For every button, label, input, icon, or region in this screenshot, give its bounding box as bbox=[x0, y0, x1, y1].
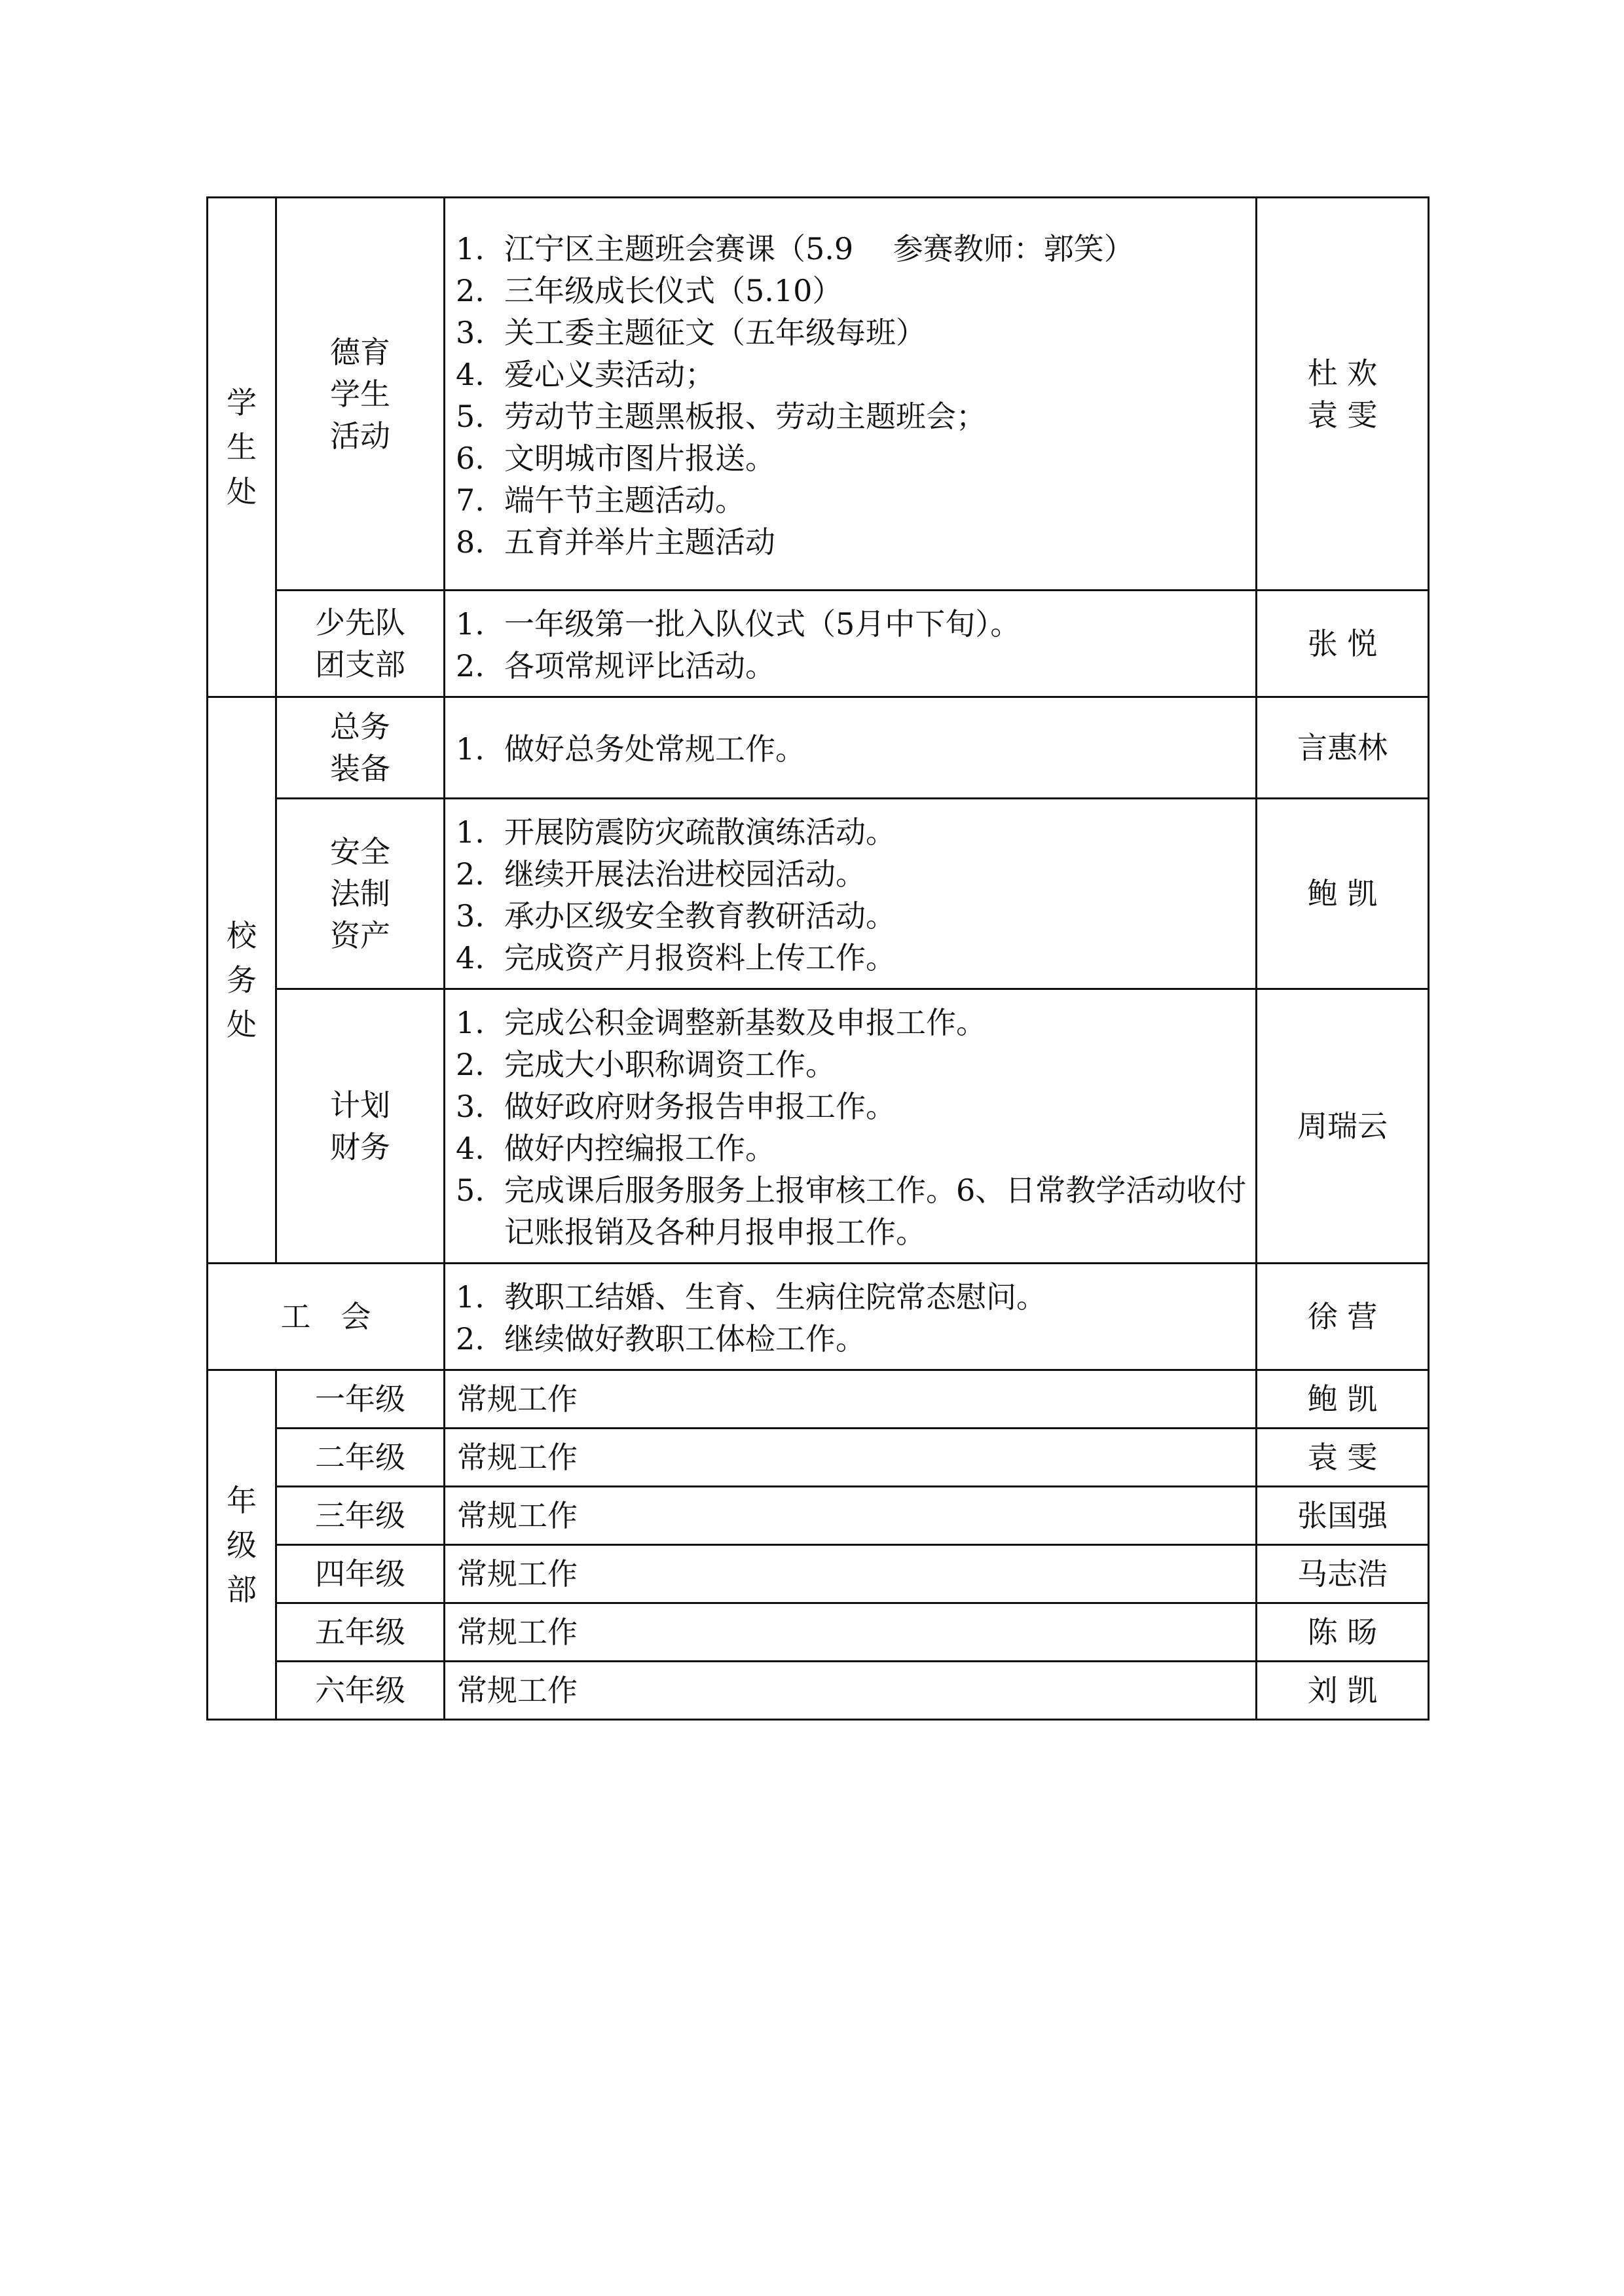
list-item: 1. 做好总务处常规工作。 bbox=[456, 731, 805, 767]
sub-general-affairs: 总务 装备 bbox=[276, 697, 445, 799]
row-general-affairs bbox=[208, 697, 1429, 799]
sub-planning-finance: 计划 财务 bbox=[276, 989, 445, 1264]
list-item: 4. 完成资产月报资料上传工作。 bbox=[456, 940, 896, 975]
owner-cell: 袁 雯 bbox=[1257, 1429, 1429, 1487]
owner-cell: 张 悦 bbox=[1257, 591, 1429, 697]
list-item: 8. 五育并举片主题活动 bbox=[456, 524, 775, 560]
table-row bbox=[208, 1370, 1429, 1429]
dept-school-affairs: 校 务 处 bbox=[208, 697, 276, 1264]
grade-task: 常规工作 bbox=[445, 1487, 1257, 1545]
owner-cell: 周瑞云 bbox=[1257, 989, 1429, 1264]
work-plan-table bbox=[206, 196, 1430, 1721]
sub-moral-education: 德育 学生 活动 bbox=[276, 198, 445, 591]
list-item: 7. 端午节主题活动。 bbox=[456, 482, 745, 518]
list-item: 3. 做好政府财务报告申报工作。 bbox=[456, 1089, 896, 1124]
table-row bbox=[208, 1603, 1429, 1662]
owner-cell: 刘 凯 bbox=[1257, 1662, 1429, 1720]
grade-label: 六年级 bbox=[276, 1662, 445, 1720]
dept-grade-department: 年 级 部 bbox=[208, 1370, 276, 1720]
grade-task: 常规工作 bbox=[445, 1429, 1257, 1487]
list-item: 1. 教职工结婚、生育、生病住院常态慰问。 bbox=[456, 1279, 1046, 1315]
table-row bbox=[208, 1662, 1429, 1720]
owner-cell: 陈 旸 bbox=[1257, 1603, 1429, 1662]
row-young-pioneers bbox=[208, 591, 1429, 697]
sub-safety-legal-assets: 安全 法制 资产 bbox=[276, 799, 445, 989]
list-item: 1. 开展防震防灾疏散演练活动。 bbox=[456, 814, 896, 850]
grade-label: 三年级 bbox=[276, 1487, 445, 1545]
list-item: 5. 完成课后服务服务上报审核工作。6、日常教学活动收付记账报销及各种月报申报工作。 bbox=[456, 1173, 1247, 1250]
list-item: 1. 江宁区主题班会赛课（5.9 参赛教师：郭笑） bbox=[456, 230, 1134, 266]
grade-label: 一年级 bbox=[276, 1370, 445, 1429]
dept-student-office: 学 生 处 bbox=[208, 198, 276, 697]
grade-task: 常规工作 bbox=[445, 1603, 1257, 1662]
grade-label: 二年级 bbox=[276, 1429, 445, 1487]
list-item: 1. 一年级第一批入队仪式（5月中下旬）。 bbox=[456, 606, 1021, 642]
task-list bbox=[445, 799, 1257, 989]
list-item: 2. 继续做好教职工体检工作。 bbox=[456, 1321, 866, 1357]
owner-cell: 张国强 bbox=[1257, 1487, 1429, 1545]
row-safety-legal bbox=[208, 799, 1429, 989]
list-item: 5. 劳动节主题黑板报、劳动主题班会； bbox=[456, 398, 986, 434]
owner-cell: 言惠林 bbox=[1257, 697, 1429, 799]
owner-cell: 徐 营 bbox=[1257, 1264, 1429, 1370]
owner-cell: 鲍 凯 bbox=[1257, 799, 1429, 989]
list-item: 2. 继续开展法治进校园活动。 bbox=[456, 856, 866, 892]
owner-cell: 马志浩 bbox=[1257, 1545, 1429, 1603]
list-item: 3. 关工委主题征文（五年级每班） bbox=[456, 314, 926, 350]
task-list bbox=[445, 198, 1257, 591]
owner-cell: 杜 欢 袁 雯 bbox=[1257, 198, 1429, 591]
grade-label: 五年级 bbox=[276, 1603, 445, 1662]
sub-young-pioneers: 少先队 团支部 bbox=[276, 591, 445, 697]
task-list bbox=[445, 1264, 1257, 1370]
grade-label: 四年级 bbox=[276, 1545, 445, 1603]
list-item: 3. 承办区级安全教育教研活动。 bbox=[456, 898, 896, 934]
table-row bbox=[208, 1487, 1429, 1545]
grade-task: 常规工作 bbox=[445, 1370, 1257, 1429]
row-planning-finance bbox=[208, 989, 1429, 1264]
table-row bbox=[208, 1429, 1429, 1487]
task-list bbox=[445, 591, 1257, 697]
dept-union: 工 会 bbox=[208, 1264, 445, 1370]
list-item: 6. 文明城市图片报送。 bbox=[456, 440, 775, 476]
task-list bbox=[445, 697, 1257, 799]
list-item: 4. 做好内控编报工作。 bbox=[456, 1131, 775, 1166]
task-list bbox=[445, 989, 1257, 1264]
list-item: 4. 爱心义卖活动； bbox=[456, 356, 715, 392]
row-student-moral bbox=[208, 198, 1429, 591]
grade-task: 常规工作 bbox=[445, 1662, 1257, 1720]
list-item: 2. 完成大小职称调资工作。 bbox=[456, 1047, 836, 1082]
table-row bbox=[208, 1545, 1429, 1603]
list-item: 1. 完成公积金调整新基数及申报工作。 bbox=[456, 1005, 986, 1040]
list-item: 2. 各项常规评比活动。 bbox=[456, 648, 775, 683]
owner-cell: 鲍 凯 bbox=[1257, 1370, 1429, 1429]
row-union bbox=[208, 1264, 1429, 1370]
grade-task: 常规工作 bbox=[445, 1545, 1257, 1603]
list-item: 2. 三年级成长仪式（5.10） bbox=[456, 272, 843, 308]
